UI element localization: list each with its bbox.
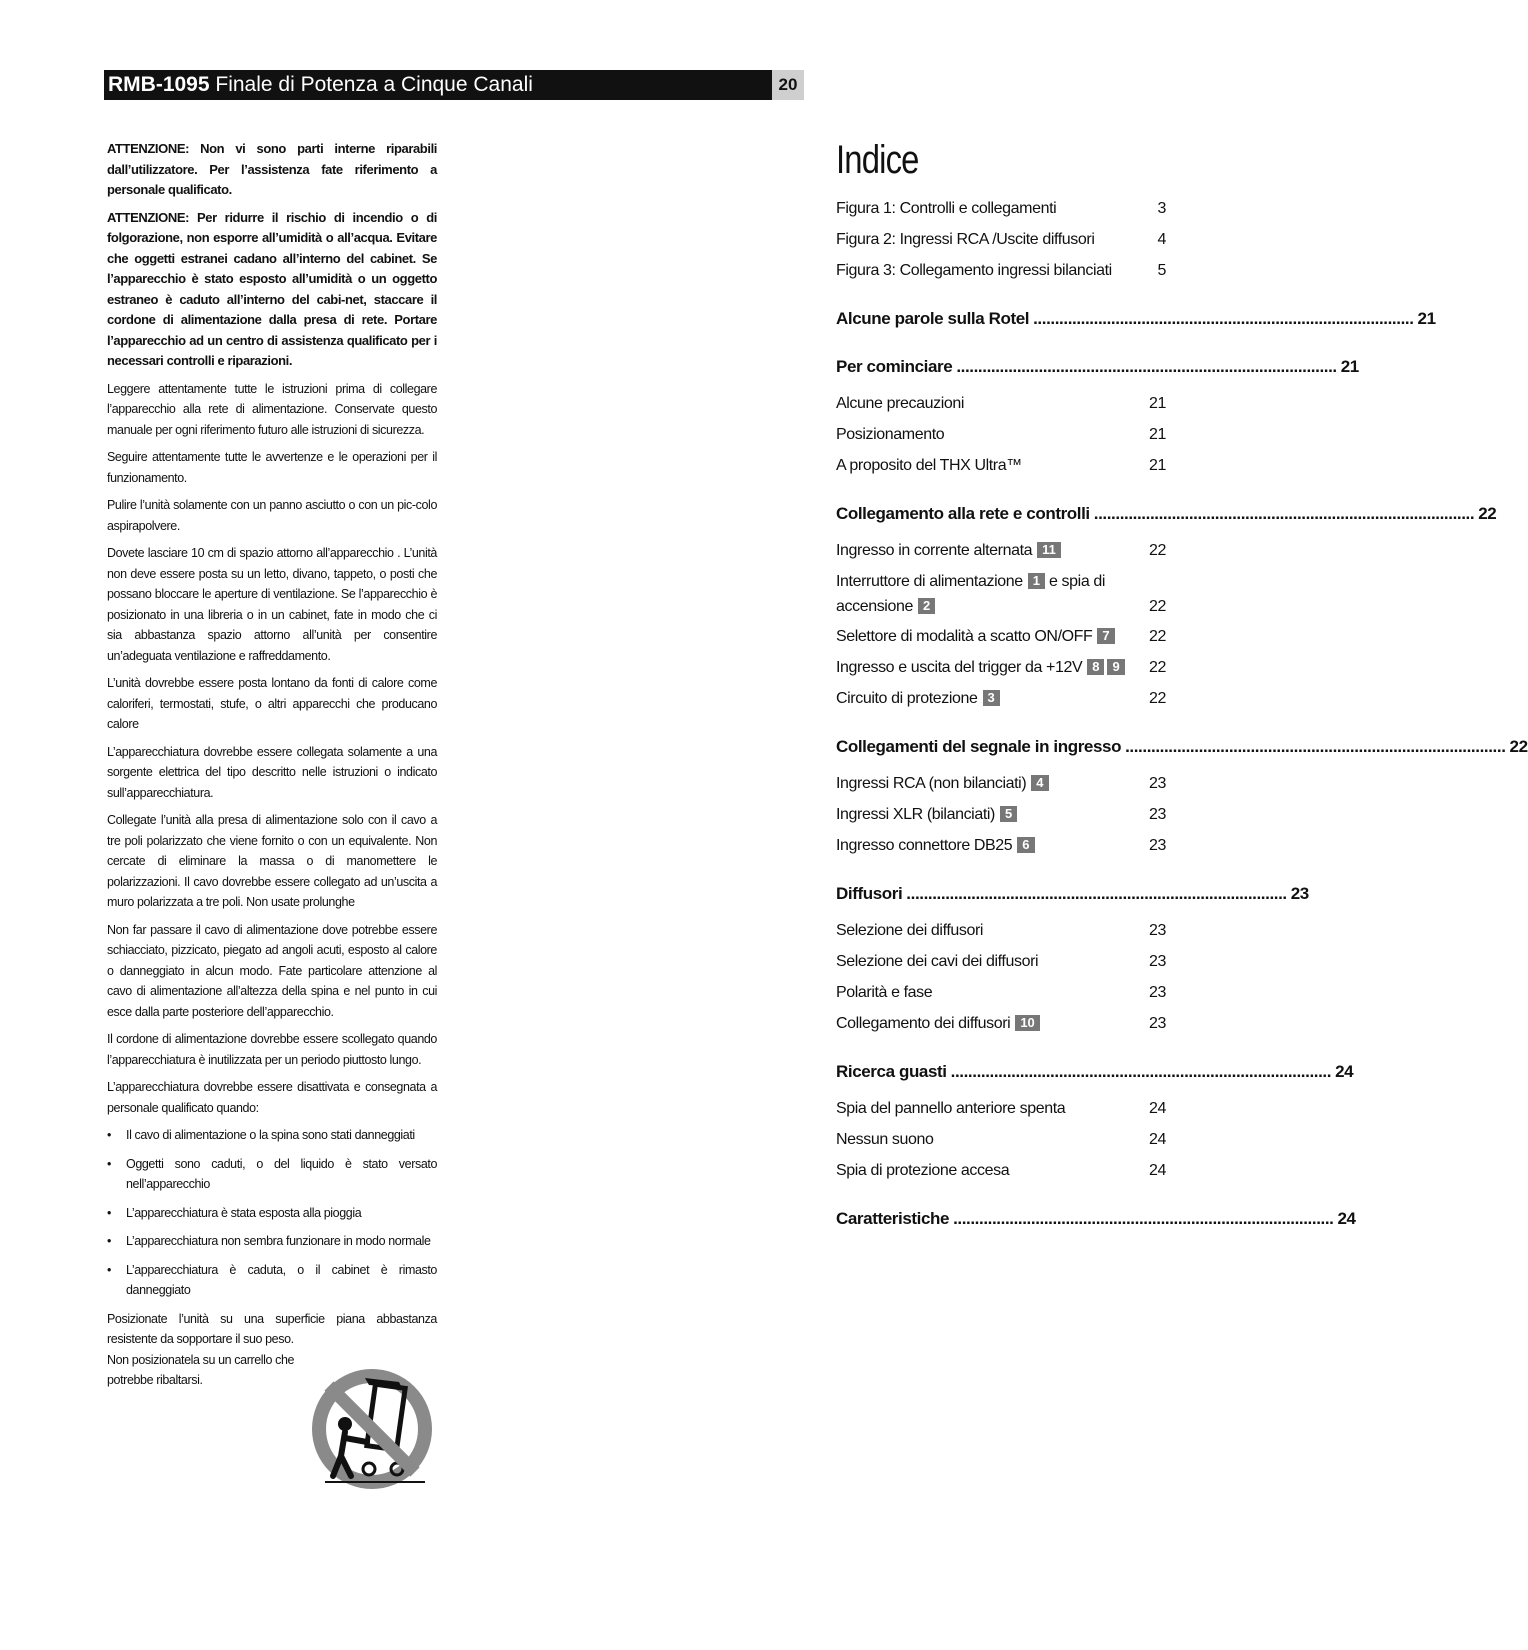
- reference-badge: 8: [1087, 659, 1104, 675]
- warning-fire: ATTENZIONE: Per ridurre il rischio di incendio o di folgorazione, non esporre all’umidità o all’acqua. Evitare che oggetti estranei cadano all’interno del cabinet. Se l’apparecchio è stato esposto all’umidità o un oggetto estraneo è caduto all’interno del cabi-net, staccare il cordone di alimentazione dalla presa di rete. Portare l’apparecchio ad un centro di assistenza qualificato per i necessari controlli e riparazioni.: [107, 209, 437, 368]
- toc-section-speakers[interactable]: Diffusori ........................................................................................ 23: [836, 878, 1166, 909]
- reference-badge: 5: [1000, 806, 1017, 822]
- bullet: •: [107, 1205, 111, 1220]
- model-name: RMB-1095: [108, 73, 210, 96]
- list-item: • L’apparecchiatura è caduta, o il cabinet è rimasto danneggiato: [107, 1260, 437, 1301]
- toc-entry-figure-2[interactable]: Figura 2: Ingressi RCA /Uscite diffusori 4: [836, 231, 1166, 248]
- paragraph: L’unità dovrebbe essere posta lontano da fonti di calore come caloriferi, termostati, stufe, o altri apparecchi che producano calore: [107, 676, 437, 731]
- no-cart-warning-icon: [307, 1364, 437, 1494]
- toc-section-rotel[interactable]: Alcune parole sulla Rotel ........................................................................................ 21: [836, 303, 1166, 334]
- toc-entry[interactable]: Ingresso e uscita del trigger da +12V 8 9 22: [836, 659, 1166, 676]
- paragraph: Leggere attentamente tutte le istruzioni prima di collegare l’apparecchio alla rete di alimentazione. Conservate questo manuale per ogni riferimento futuro alle istruzioni di sicurezza.: [107, 381, 437, 437]
- reference-badge: 6: [1017, 837, 1034, 853]
- reference-badge: 3: [983, 690, 1000, 706]
- toc-entry[interactable]: Posizionamento 21: [836, 426, 1166, 443]
- toc-entry[interactable]: Ingressi XLR (bilanciati) 5 23: [836, 806, 1166, 823]
- paragraph: Posizionate l’unità su una superficie piana abbastanza resistente da sopportare il suo peso.: [107, 1311, 437, 1346]
- dot-leader: ........................................................................................: [1093, 504, 1475, 523]
- toc-entry[interactable]: Selettore di modalità a scatto ON/OFF 7 22: [836, 628, 1166, 645]
- toc-entry[interactable]: Polarità e fase 23: [836, 984, 1166, 1001]
- toc-section-power-controls[interactable]: Collegamento alla rete e controlli ........................................................................................ 22: [836, 498, 1166, 529]
- condition-list: [107, 1125, 437, 1301]
- paragraph: Il cordone di alimentazione dovrebbe essere scollegato quando l’apparecchiatura è inutilizzata per un periodo piuttosto lungo.: [107, 1032, 437, 1067]
- paragraph: L’apparecchiatura dovrebbe essere collegata solamente a una sorgente elettrica del tipo descritto nelle istruzioni o indicato sull’apparecchiatura.: [107, 744, 437, 800]
- paragraph: Collegate l’unità alla presa di alimentazione solo con il cavo a tre poli polarizzato che viene fornito o con un equivalente. Non cercate di eliminare la massa o di manomettere le polarizzazioni. Il cavo dovrebbe essere collegato ad un’uscita a muro polarizzata a tre poli. Non usate prolunghe: [107, 813, 437, 909]
- toc-section-troubleshooting[interactable]: Ricerca guasti ........................................................................................ 24: [836, 1056, 1166, 1087]
- dot-leader: ........................................................................................: [956, 357, 1337, 376]
- bullet: •: [107, 1156, 111, 1171]
- toc-entry[interactable]: Ingresso connettore DB25 6 23: [836, 837, 1166, 854]
- dot-leader: ........................................................................................: [1125, 737, 1506, 756]
- toc-entry[interactable]: Nessun suono 24: [836, 1131, 1166, 1148]
- header-subtitle: Finale di Potenza a Cinque Canali: [209, 73, 533, 96]
- paragraph: Seguire attentamente tutte le avvertenze e le operazioni per il funzionamento.: [107, 450, 437, 485]
- page-number: 20: [772, 70, 804, 100]
- toc-entry[interactable]: Spia del pannello anteriore spenta 24: [836, 1100, 1166, 1117]
- paragraph: Non far passare il cavo di alimentazione dove potrebbe essere schiacciato, pizzicato, piegato ad angoli acuti, esposto al calore o danneggiato in alcun modo. Fate particolare attenzione al cavo di alimentazione all’altezza della spina e nel punto in cui esce dalla parte posteriore dell’apparecchio.: [107, 922, 437, 1019]
- bullet: •: [107, 1128, 111, 1142]
- index-title: Indice: [836, 138, 919, 182]
- bullet: •: [107, 1234, 111, 1248]
- warning-service: ATTENZIONE: Non vi sono parti interne riparabili dall’utilizzatore. Per l’assistenza fate riferimento a personale qualificato.: [107, 141, 437, 197]
- paragraph: L’apparecchiatura dovrebbe essere disattivata e consegnata a personale qualificato quando:: [107, 1080, 437, 1115]
- paragraph-cart: Non posizionatela su un carrello che potrebbe ribaltarsi.: [107, 1352, 295, 1387]
- toc-section-specifications[interactable]: Caratteristiche ........................................................................................ 24: [836, 1203, 1166, 1234]
- reference-badge: 2: [918, 598, 935, 614]
- dot-leader: ........................................................................................: [950, 1062, 1332, 1081]
- toc-entry[interactable]: Selezione dei cavi dei diffusori 23: [836, 953, 1166, 970]
- paragraph: Dovete lasciare 10 cm di spazio attorno all’apparecchio . L’unità non deve essere posta su un letto, divano, tappeto, o posti che possano bloccare le aperture di ventilazione. Se l’apparecchio è posizionato in una libreria o in un cabinet, fate in modo che ci sia abbastanza spazio attorno all’unità per consentire un’adeguata ventilazione e raffreddamento.: [107, 546, 437, 663]
- toc-entry-figure-3[interactable]: Figura 3: Collegamento ingressi bilanciati 5: [836, 262, 1166, 279]
- dot-leader: ........................................................................................: [906, 884, 1287, 903]
- toc-entry[interactable]: Ingressi RCA (non bilanciati) 4 23: [836, 775, 1166, 792]
- list-item: • Oggetti sono caduti, o del liquido è stato versato nell’apparecchio: [107, 1154, 437, 1195]
- toc-entry[interactable]: Ingresso in corrente alternata 11 22: [836, 542, 1166, 559]
- toc-entry-figure-1[interactable]: Figura 1: Controlli e collegamenti 3: [836, 200, 1166, 217]
- toc-section-signal-inputs[interactable]: Collegamenti del segnale in ingresso ........................................................................................ 22: [836, 731, 1166, 762]
- reference-badge: 7: [1097, 628, 1114, 644]
- toc-entry[interactable]: Circuito di protezione 3 22: [836, 690, 1166, 707]
- bullet: •: [107, 1262, 111, 1277]
- header-bar: [104, 70, 772, 100]
- dot-leader: ........................................................................................: [1033, 309, 1414, 328]
- table-of-contents: [836, 193, 1528, 1240]
- toc-section-getting-started[interactable]: Per cominciare ........................................................................................ 21: [836, 351, 1166, 382]
- paragraph: Pulire l’unità solamente con un panno asciutto o con un pic-colo aspirapolvere.: [107, 498, 437, 533]
- list-item: • L’apparecchiatura non sembra funzionare in modo normale: [107, 1231, 437, 1252]
- reference-badge: 1: [1028, 573, 1045, 589]
- toc-entry[interactable]: Selezione dei diffusori 23: [836, 922, 1166, 939]
- toc-entry[interactable]: A proposito del THX Ultra™ 21: [836, 457, 1166, 474]
- reference-badge: 10: [1015, 1015, 1039, 1031]
- list-item: • Il cavo di alimentazione o la spina sono stati danneggiati: [107, 1125, 437, 1146]
- dot-leader: ........................................................................................: [953, 1209, 1334, 1228]
- toc-entry[interactable]: Interruttore di alimentazione 1 e spia di accensione 2 22: [836, 573, 1166, 615]
- toc-entry[interactable]: Spia di protezione accesa 24: [836, 1162, 1166, 1179]
- toc-entry[interactable]: Alcune precauzioni 21: [836, 395, 1166, 412]
- toc-entry[interactable]: Collegamento dei diffusori 10 23: [836, 1015, 1166, 1032]
- reference-badge: 11: [1037, 542, 1061, 558]
- list-item: • L’apparecchiatura è stata esposta alla pioggia: [107, 1203, 437, 1224]
- safety-instructions: [107, 139, 437, 1398]
- reference-badge: 4: [1031, 775, 1048, 791]
- reference-badge: 9: [1107, 659, 1124, 675]
